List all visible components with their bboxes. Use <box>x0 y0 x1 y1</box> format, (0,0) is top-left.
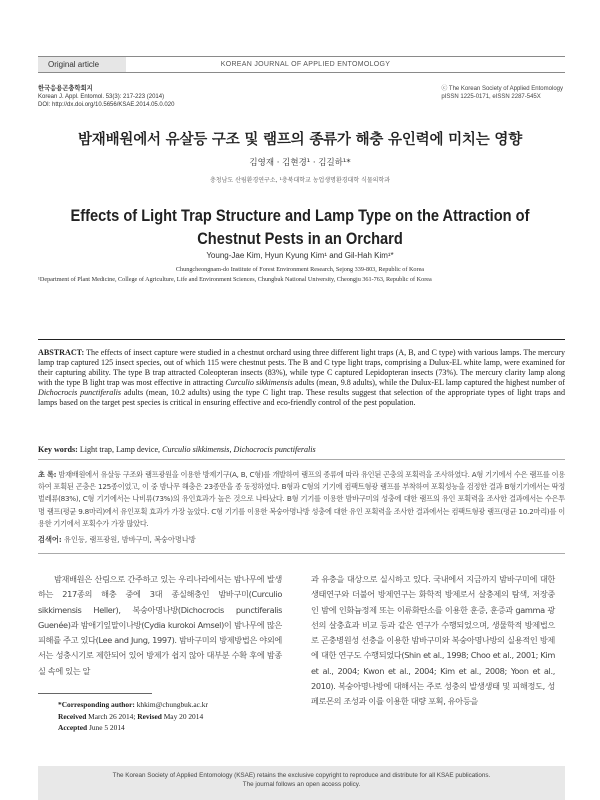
affiliation-korean: 충청남도 산림환경연구소, ¹충북대학교 농업생명환경대학 식물의학과 <box>209 177 391 184</box>
abstract-text-3: adults (mean, 10.2 adults) using the type C light trap. These results suggest that selection of the appropriate types of light traps and lamps based on the target pest species is critical in ensuring effective and eco-friendly control of the pest population. <box>38 388 565 408</box>
abstract-text-1: The effects of insect capture were studied in a chestnut orchard using three different light traps (A, B, and C type) with various lamps. The mercury lamp trap captured 125 insect species, out of which 115 were chestnut pests. The B and C type light traps, comprising a Dulux-EL white lamp, were examined for their capturing ability. The type B trap attracted Coleopteran insects (83%), while type C captured Lepidopteran insects (73%). The mercury clarity lamp along with the type B light trap was most effective in attracting <box>38 348 565 388</box>
accepted-date: June 5 2014 <box>87 723 125 732</box>
journal-korean-name: 한국응용곤충학회지 <box>38 85 93 92</box>
abstract-korean <box>38 469 565 530</box>
copyright-notice: ⓒ The Korean Society of Applied Entomology <box>441 86 563 92</box>
corr-email[interactable]: khkim@chungbuk.ac.kr <box>134 700 208 709</box>
keywords-english <box>38 445 565 454</box>
keywords-separator: , <box>229 445 234 454</box>
received-line <box>58 712 203 721</box>
keyword-species: Dichocrocis punctiferalis <box>233 445 316 454</box>
abstract-korean-text: 밤재배원에서 유살등 구조와 램프광원을 이용한 방제기구(A, B, C형)를 개발하여 램프의 종류에 따라 유인된 곤충의 포획력을 조사하였다. A형 기기에서 수은 램프를 이용하여 포획된 곤충은 125종이었고, 이 중 밤나무 해충은 23종만을 종 동정하였다. B형과 C형의 기기에 컴팩트형광 램프를 부착하여 포획성능을 검정한 결과 B형기기에서는 딱정벌레류(83%), C형 기기에서는 나비류(73%)의 유인효과가 높은 것으로 나타났다. B형 기기를 이용한 밤바구미의 성충에 대한 램프의 유인 포획력을 조사한 결과에서는 수은투명 램프(평균 9.8마리)에서 유인포획 효과가 가장 높았다. C형 기기를 이용한 복숭아명나방 성충에 대한 유인 포획력을 조사한 결과에서는 컴팩트형광 램프(평균 10.2마리)를 이용한 기기에서 포획수가 가장 많았다. <box>38 470 565 528</box>
abstract-top-rule <box>38 339 565 340</box>
received-label: Received <box>58 712 87 721</box>
footer-line1: The Korean Society of Applied Entomology (KSAE) retains the exclusive copyright to reproduce and distribute for all KSAE publications. <box>112 772 491 779</box>
title-english <box>42 204 558 250</box>
corresponding-author <box>58 700 208 709</box>
abstract-text-2: adults (mean, 9.8 adults), while the Dulux-EL lamp captured the highest number of <box>292 378 565 388</box>
footnote-rule <box>38 693 152 694</box>
citation: Korean J. Appl. Entomol. 53(3): 217-223 (2014) <box>38 94 165 100</box>
issn: pISSN 1225-0171, eISSN 2287-545X <box>441 94 541 100</box>
title-english-line1: Effects of Light Trap Structure and Lamp Type on the Attraction of <box>70 206 530 225</box>
accepted-line <box>58 723 125 732</box>
article-type-label: Original article <box>38 57 126 72</box>
abstract-korean-label: 초 록: <box>38 470 57 479</box>
accepted-label: Accepted <box>58 723 88 732</box>
affiliation-english-1: Chungcheongnam-do Institute of Forest Environment Research, Sejong 339-803, Republic of Korea <box>175 266 425 273</box>
body-column-left: 밤재배원은 산림으로 간주하고 있는 우리나라에서는 밤나무에 발생하는 217종의 해충 중에 3대 종실해충인 밤바구미(Curculio sikkimensis Heller), 복숭아명나방(Dichocrocis punctiferalis Guenée)과 밤애기잎말이나방(Cydia kurokoi Amsel)이 밤나무에 많은 피해를 주고 있다(Lee and Jung, 1997). 밤바구미의 방제방법은 야외에서는 성충시기로 제한되어 있어 방제가 쉽지 않아 대부분 수확 후에 밤종실 속에 있는 알 <box>38 574 282 676</box>
keywords-label: Key words: <box>38 445 78 454</box>
keywords-text: Light trap, Lamp device, <box>77 445 163 454</box>
body-column-right: 과 유충을 대상으로 실시하고 있다. 국내에서 지금까지 밤바구미에 대한 생태연구와 더불어 방제연구는 화학적 방제로서 살충제의 탐색, 저장중인 밤에 인화늄정제 또는 이류화탄소를 이용한 훈증, 훈증과 gamma 광선의 살충효과 비교 등과 같은 연구가 수행되었으며, 생물학적 방제법으로 곤충병원성 선충을 이용한 밤바구미와 복숭아명나방의 실용적인 방제에 대한 연구도 수행되었다(Shin et al., 1998; Choo et al., 2001; Kim et al., 2004; Kwon et al., 2004; Kim et al., 2008; Yoon et al., 2010). 복숭아명나방에 대해서는 주로 성충의 발생생태 및 피해정도, 성페로몬의 조성과 이를 이용한 대량 포획, 유아등을 <box>311 574 555 707</box>
doi-link[interactable]: DOI: http://dx.doi.org/10.5656/KSAE.2014.05.0.020 <box>38 102 175 108</box>
corr-label: *Corresponding author: <box>58 700 135 709</box>
authors-english: Young-Jae Kim, Hyun Kyung Kim¹ and Gil-Hah Kim¹* <box>206 251 394 260</box>
species-name: Dichocrocis punctiferalis <box>38 388 121 398</box>
abstract-divider <box>38 459 565 460</box>
abstract-label: ABSTRACT: <box>38 348 85 357</box>
revised-date: May 20 2014 <box>161 712 204 721</box>
species-name: Curculio sikkimensis <box>225 378 293 388</box>
affiliation-english-2: ¹Department of Plant Medicine, College of Agriculture, Life and Environment Sciences, Chungbuk National University, Cheongju 361-763, Republic of Korea <box>38 276 432 283</box>
keywords-korean-text: 유인등, 램프광원, 밤바구미, 복숭아명나방 <box>61 535 196 544</box>
revised-label: Revised <box>137 712 162 721</box>
keyword-species: Curculio sikkimensis <box>162 445 230 454</box>
journal-name: KOREAN JOURNAL OF APPLIED ENTOMOLOGY <box>220 61 391 68</box>
keywords-korean <box>38 535 565 545</box>
title-korean: 밤재배원에서 유살등 구조 및 램프의 종류가 해충 유인력에 미치는 영향 <box>77 132 523 148</box>
rights-meta <box>441 85 563 101</box>
copyright-footer <box>38 766 565 800</box>
abstract-english <box>38 348 565 409</box>
received-date: March 26 2014; <box>86 712 138 721</box>
body-top-rule <box>38 553 565 554</box>
keywords-korean-label: 검색어: <box>38 535 62 544</box>
journal-meta <box>38 85 174 109</box>
title-english-line2: Chestnut Pests in an Orchard <box>197 229 403 248</box>
authors-korean: 김영재 · 김현경¹ · 김길하¹* <box>249 158 351 168</box>
footer-line2: The journal follows an open access policy. <box>242 781 361 788</box>
journal-header-bar <box>38 56 565 73</box>
